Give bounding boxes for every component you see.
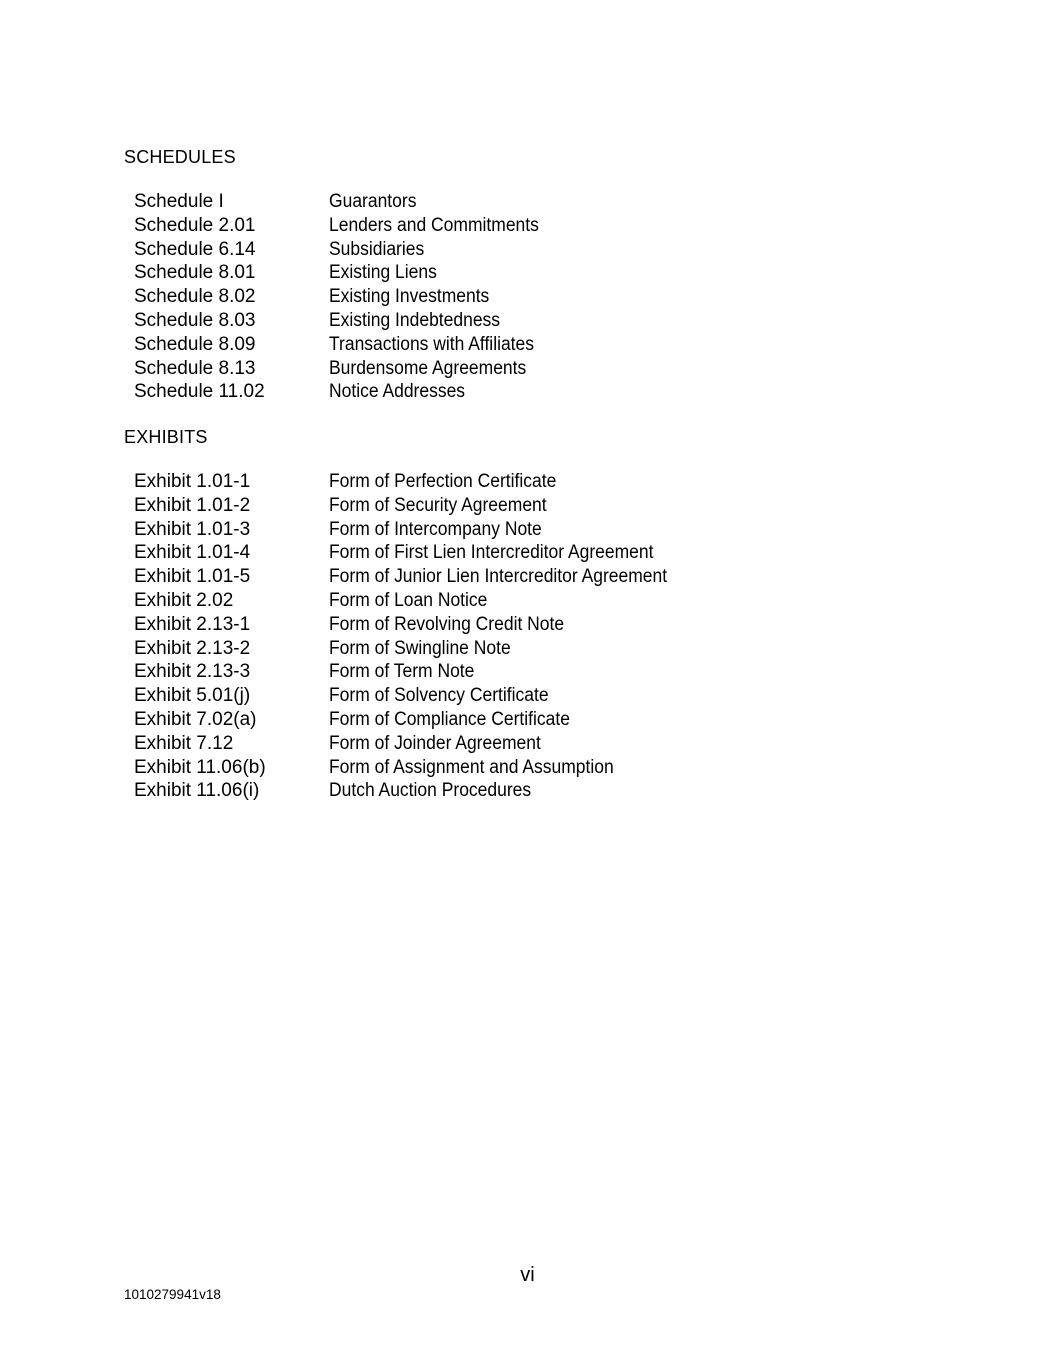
schedule-title: Guarantors [329, 191, 417, 212]
exhibit-title: Form of Revolving Credit Note [329, 613, 565, 635]
exhibit-row [134, 732, 834, 756]
exhibits-heading: EXHIBITS [124, 427, 208, 447]
schedule-row [134, 333, 834, 357]
exhibit-ref: Exhibit 11.06(b) [134, 756, 266, 778]
exhibit-ref: Exhibit 11.06(i) [134, 780, 260, 802]
schedule-row [134, 380, 834, 404]
exhibit-ref: Exhibit 5.01(j) [134, 685, 251, 707]
exhibit-title: Form of Solvency Certificate [329, 685, 549, 707]
schedule-title: Burdensome Agreements [329, 357, 527, 379]
exhibit-ref: Exhibit 2.13-2 [134, 637, 251, 659]
schedule-ref: Schedule 8.01 [134, 262, 256, 284]
schedule-ref: Schedule 8.02 [134, 286, 256, 308]
schedule-title: Existing Indebtedness [329, 309, 501, 331]
schedule-row [134, 214, 834, 238]
exhibit-title: Form of Junior Lien Intercreditor Agreement [329, 566, 668, 588]
exhibit-row [134, 779, 834, 803]
exhibit-ref: Exhibit 7.12 [134, 732, 234, 754]
schedule-ref: Schedule 8.13 [134, 357, 256, 379]
exhibit-title: Form of Joinder Agreement [329, 732, 541, 754]
exhibit-title: Form of Security Agreement [329, 494, 547, 516]
exhibit-ref: Exhibit 1.01-5 [134, 566, 251, 588]
exhibit-title: Form of First Lien Intercreditor Agreement [329, 542, 654, 564]
exhibit-row [134, 613, 834, 637]
exhibit-row [134, 756, 834, 780]
document-id: 1010279941v18 [124, 1287, 221, 1302]
schedule-row [134, 190, 834, 214]
schedule-ref: Schedule 6.14 [134, 238, 256, 260]
schedule-row [134, 309, 834, 333]
schedule-title: Subsidiaries [329, 238, 425, 260]
exhibit-ref: Exhibit 1.01-2 [134, 494, 251, 516]
schedule-title: Transactions with Affiliates [329, 333, 535, 355]
exhibit-title: Form of Assignment and Assumption [329, 756, 614, 778]
exhibits-list [134, 470, 834, 803]
schedules-list [134, 190, 834, 404]
schedules-heading: SCHEDULES [124, 147, 236, 167]
schedule-row [134, 238, 834, 262]
exhibit-ref: Exhibit 1.01-1 [134, 471, 251, 492]
exhibit-ref: Exhibit 1.01-3 [134, 518, 251, 540]
exhibit-title: Dutch Auction Procedures [329, 780, 532, 802]
exhibit-row [134, 518, 834, 542]
schedule-ref: Schedule 11.02 [134, 381, 265, 403]
schedule-row [134, 357, 834, 381]
exhibit-title: Form of Loan Notice [329, 589, 488, 611]
exhibit-title: Form of Perfection Certificate [329, 471, 557, 492]
exhibit-row [134, 470, 834, 494]
exhibit-row [134, 684, 834, 708]
schedule-ref: Schedule I [134, 191, 224, 212]
exhibit-ref: Exhibit 2.13-1 [134, 613, 251, 635]
schedule-ref: Schedule 8.03 [134, 309, 256, 331]
exhibit-row [134, 660, 834, 684]
schedule-title: Notice Addresses [329, 381, 466, 403]
page-number: vi [520, 1264, 535, 1286]
exhibit-title: Form of Swingline Note [329, 637, 511, 659]
exhibit-title: Form of Compliance Certificate [329, 708, 570, 730]
exhibit-row [134, 541, 834, 565]
exhibit-ref: Exhibit 7.02(a) [134, 708, 257, 730]
schedule-title: Existing Investments [329, 286, 490, 308]
exhibit-ref: Exhibit 2.13-3 [134, 661, 251, 683]
exhibit-title: Form of Intercompany Note [329, 518, 542, 540]
exhibit-row [134, 589, 834, 613]
exhibit-title: Form of Term Note [329, 661, 475, 683]
exhibit-row [134, 494, 834, 518]
schedule-ref: Schedule 2.01 [134, 214, 256, 236]
exhibit-row [134, 637, 834, 661]
exhibit-ref: Exhibit 1.01-4 [134, 542, 251, 564]
exhibit-ref: Exhibit 2.02 [134, 589, 234, 611]
schedule-row [134, 285, 834, 309]
schedule-ref: Schedule 8.09 [134, 333, 256, 355]
schedule-title: Existing Liens [329, 262, 437, 284]
schedule-row [134, 261, 834, 285]
exhibit-row [134, 565, 834, 589]
schedule-title: Lenders and Commitments [329, 214, 539, 236]
exhibit-row [134, 708, 834, 732]
